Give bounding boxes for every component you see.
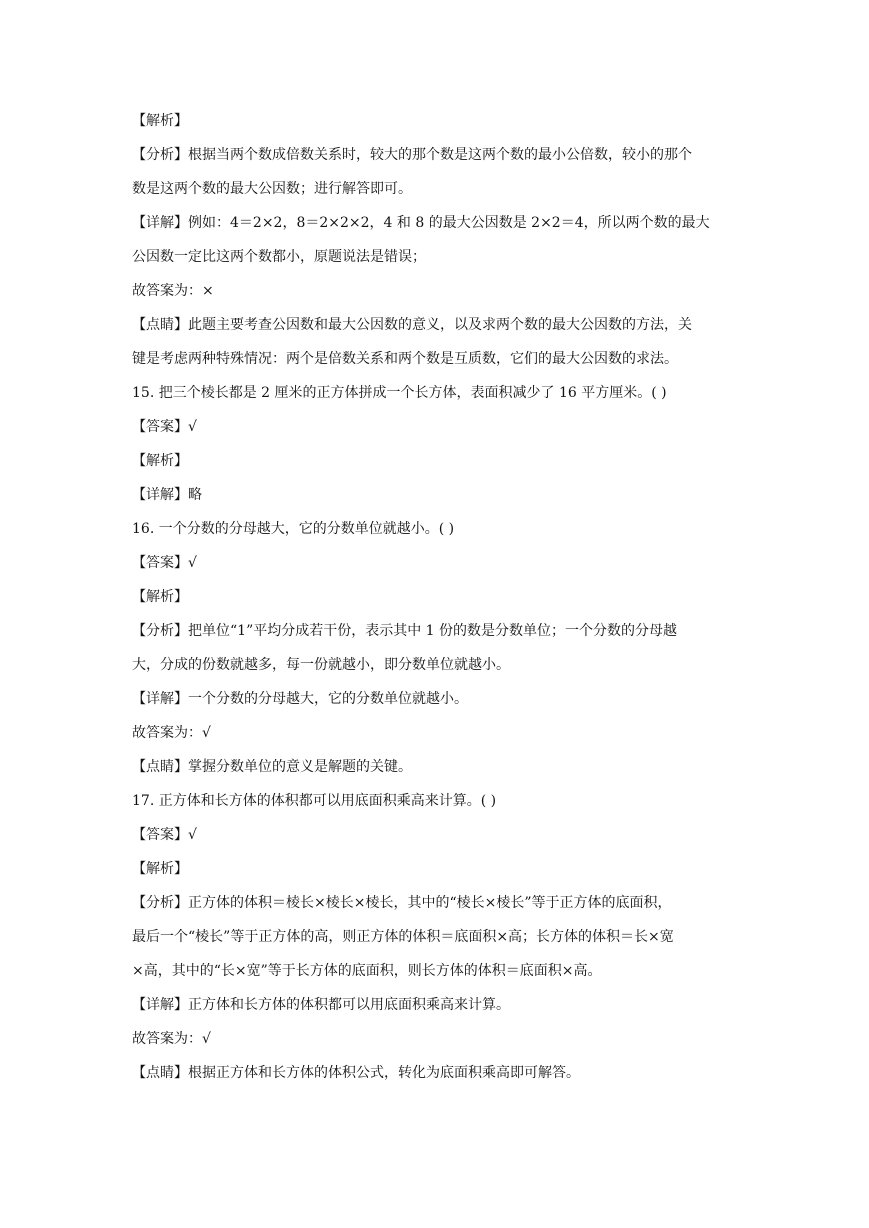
analysis-text: 【分析】把单位“1”平均分成若干份，表示其中 1 份的数是分数单位；一个分数的分母越 [132, 623, 678, 639]
answer-conclusion: 故答案为：√ [132, 725, 211, 741]
analysis-text: 最后一个“棱长”等于正方体的高，则正方体的体积＝底面积×高；长方体的体积＝长×宽 [132, 929, 674, 945]
question-15: 15. 把三个棱长都是 2 厘米的正方体拼成一个长方体，表面积减少了 16 平方厘米。( ) [132, 385, 667, 401]
answer-text: 【答案】√ [132, 827, 197, 843]
analysis-text: ×高，其中的“长×宽”等于长方体的底面积，则长方体的体积＝底面积×高。 [132, 963, 602, 979]
section-heading-analysis: 【解析】 [132, 589, 188, 605]
question-16: 16. 一个分数的分母越大，它的分数单位就越小。( ) [132, 521, 455, 537]
comment-text: 【点睛】掌握分数单位的意义是解题的关键。 [132, 759, 412, 775]
comment-text: 【点睛】根据正方体和长方体的体积公式，转化为底面积乘高即可解答。 [132, 1065, 580, 1081]
section-heading-analysis: 【解析】 [132, 113, 188, 129]
comment-text: 键是考虑两种特殊情况：两个是倍数关系和两个数是互质数，它们的最大公因数的求法。 [132, 351, 678, 367]
comment-text: 【点睛】此题主要考查公因数和最大公因数的意义，以及求两个数的最大公因数的方法，关 [132, 317, 692, 333]
analysis-text: 大，分成的份数就越多，每一份就越小，即分数单位就越小。 [132, 657, 510, 673]
detail-text: 公因数一定比这两个数都小，原题说法是错误； [132, 249, 426, 265]
document-page [132, 104, 744, 1090]
answer-text: 【答案】√ [132, 555, 197, 571]
answer-conclusion: 故答案为：× [132, 283, 214, 299]
answer-text: 【答案】√ [132, 419, 197, 435]
question-17: 17. 正方体和长方体的体积都可以用底面积乘高来计算。( ) [132, 793, 497, 809]
detail-text: 【详解】一个分数的分母越大，它的分数单位就越小。 [132, 691, 468, 707]
analysis-text: 【分析】正方体的体积＝棱长×棱长×棱长，其中的“棱长×棱长”等于正方体的底面积， [132, 895, 672, 911]
section-heading-analysis: 【解析】 [132, 453, 188, 469]
analysis-text: 【分析】根据当两个数成倍数关系时，较大的那个数是这两个数的最小公倍数，较小的那个 [132, 147, 692, 163]
detail-text: 【详解】正方体和长方体的体积都可以用底面积乘高来计算。 [132, 997, 510, 1013]
section-heading-analysis: 【解析】 [132, 861, 188, 877]
answer-conclusion: 故答案为：√ [132, 1031, 211, 1047]
analysis-text: 数是这两个数的最大公因数；进行解答即可。 [132, 181, 412, 197]
detail-text: 【详解】略 [132, 487, 202, 503]
detail-text: 【详解】例如：4＝2×2，8＝2×2×2，4 和 8 的最大公因数是 2×2＝4，所以两个数的最大 [132, 215, 710, 231]
